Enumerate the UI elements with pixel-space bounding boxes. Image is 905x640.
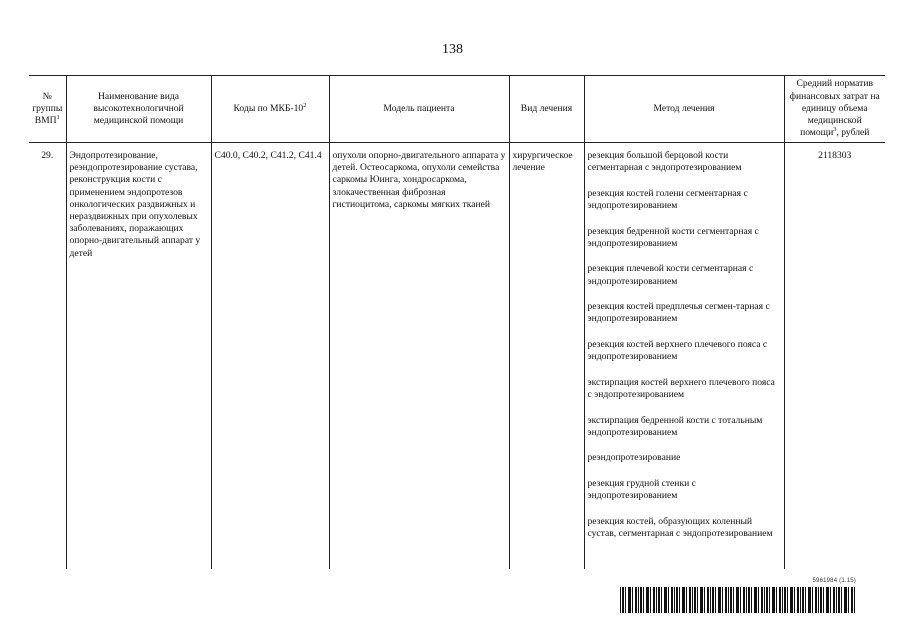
page-number: 138 — [442, 42, 463, 57]
cell-treatment-methods — [584, 143, 784, 569]
header-group-number: № группы ВМП$^1$ — [29, 76, 66, 143]
method-item: резекция плечевой кости сегментарная с эндопротезированием — [587, 263, 754, 287]
method-item: экстирпация костей верхнего плечевого пояса с эндопротезированием — [587, 376, 775, 400]
cell-treatment-type: хирургическое лечение — [509, 143, 584, 569]
table-row — [29, 143, 885, 569]
method-item: резекция костей, образующих коленный сустав, сегментарная с эндопротезированием — [587, 515, 773, 539]
barcode — [620, 578, 856, 614]
header-care-type-name: Наименование вида высокотехнологичной медицинской помощи — [66, 76, 211, 143]
header-treatment-method: Метод лечения — [584, 76, 784, 143]
table-header-row — [29, 76, 885, 143]
method-item: резекция костей предплечья сегмен-тарная с эндопротезированием — [587, 301, 770, 325]
cell-patient-model: опухоли опорно-двигательного аппарата у детей. Остеосаркома, опухоли семейства саркомы Юинга, хондросаркома, злокачественная фиброзная гистиоцитома, саркомы мягких тканей — [329, 143, 509, 569]
method-item: резекция большой берцовой кости сегментарная с эндопротезированием — [587, 150, 742, 174]
header-icd-codes: Коды по МКБ-$10^2$ — [211, 76, 329, 143]
method-item: экстирпация бедренной кости с тотальным эндопротезированием — [587, 414, 763, 438]
method-item: резекция бедренной кости сегментарная с эндопротезированием — [587, 225, 759, 249]
cell-cost-norm: 2118303 — [784, 143, 885, 569]
method-item: резекция костей голени сегментарная с эндопротезированием — [587, 187, 748, 211]
vmp-table — [29, 75, 885, 569]
header-patient-model: Модель пациента — [329, 76, 509, 143]
method-item: резекция грудной стенки с эндопротезированием — [587, 477, 696, 502]
barcode-bars — [620, 587, 856, 613]
barcode-label: 5961984 (1.15) — [812, 578, 856, 584]
cell-icd-codes: C40.0, C40.2, C41.2, C41.4 — [211, 143, 329, 569]
method-item: резекция костей верхнего плечевого пояса с эндопротезированием — [587, 338, 768, 363]
header-treatment-type: Вид лечения — [509, 76, 584, 143]
header-cost-norm: Средний норматив финансовых затрат на единицу объема медицинской помощи$^3$, рублей — [784, 76, 885, 143]
cell-group-number: 29. — [41, 150, 54, 161]
method-item: реэндопротезирование — [587, 452, 681, 464]
cell-care-type-name: Эндопротезирование, реэндопротезирование сустава, реконструкция кости с применением эндопротезов онкологических раздвижных и нераздвижных при опухолевых заболеваниях, поражающих опорно-двигательный аппарат у детей — [66, 143, 211, 569]
